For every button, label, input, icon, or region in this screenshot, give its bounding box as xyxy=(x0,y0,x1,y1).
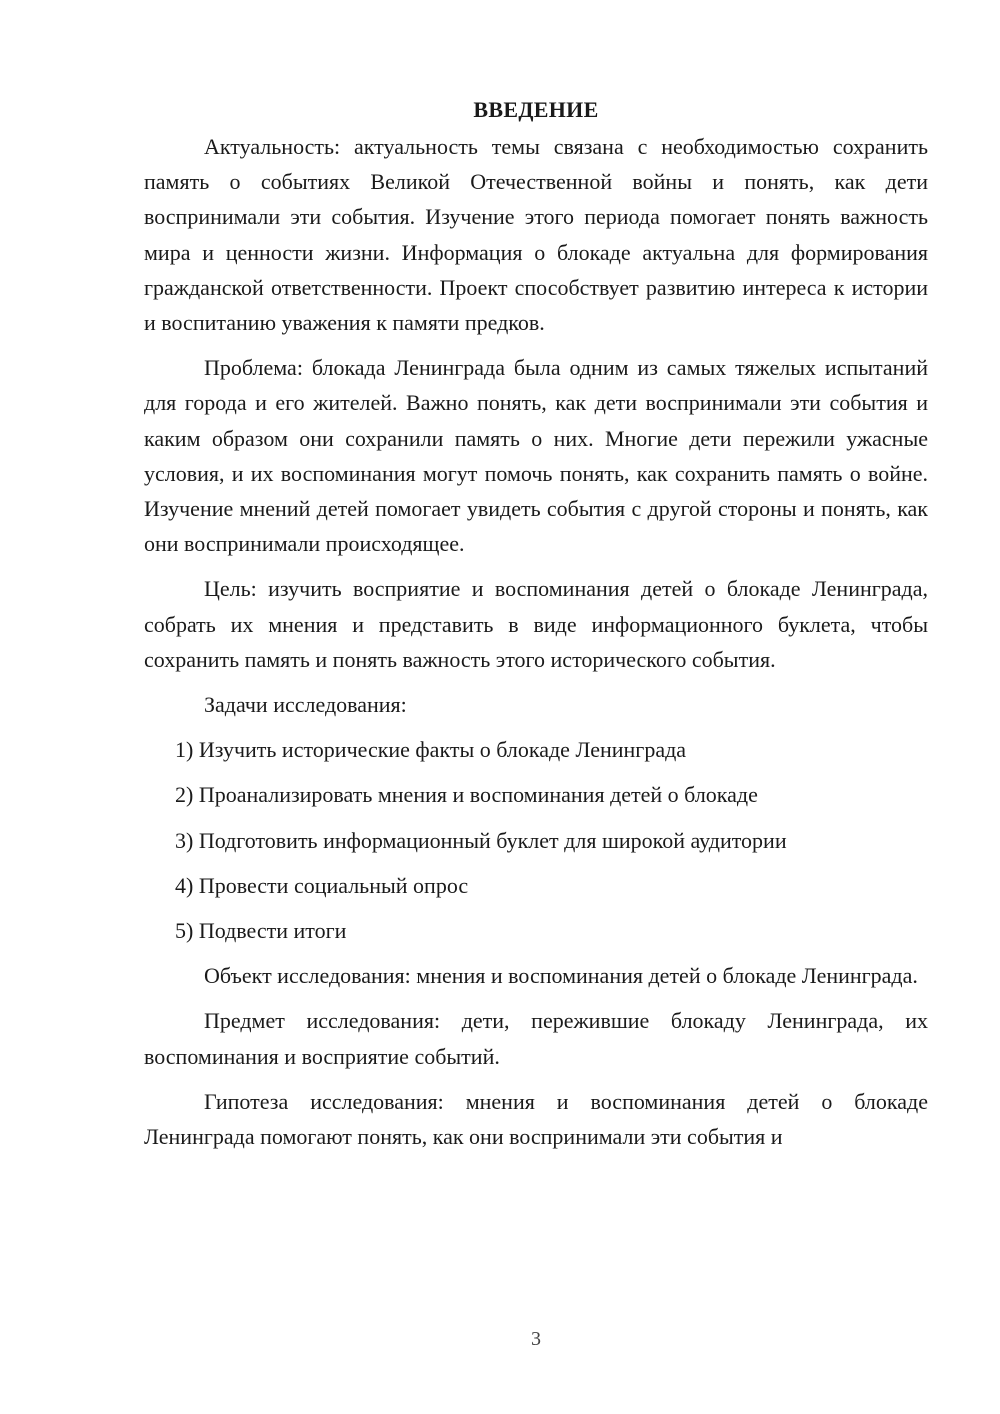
relevance-paragraph: Актуальность: актуальность темы связана с необходимостью сохранить память о событиях Великой Отечественной войны и понять, как дети воспринимали эти события. Изучение этого периода помогает понять важность мира и ценности жизни. Информация о блокаде актуальна для формирования гражданской ответственности. Проект способствует развитию интереса к истории и воспитанию уважения к памяти предков. xyxy=(144,134,928,336)
problem-paragraph: Проблема: блокада Ленинграда была одним из самых тяжелых испытаний для города и его жителей. Важно понять, как дети воспринимали эти события и каким образом они сохранили память о них. Многие дети пережили ужасные условия, и их воспоминания могут помочь понять, как сохранить память о войне. Изучение мнений детей помогает увидеть события с другой стороны и понять, как они воспринимали происходящее. xyxy=(144,355,928,557)
task-item: 3) Подготовить информационный буклет для широкой аудитории xyxy=(175,827,787,853)
task-item: 1) Изучить исторические факты о блокаде Ленинграда xyxy=(175,737,687,763)
subject-paragraph: Предмет исследования: дети, пережившие блокаду Ленинграда, их воспоминания и восприятие событий. xyxy=(144,1008,928,1069)
document-page xyxy=(144,92,928,1164)
tasks-heading: Задачи исследования: xyxy=(204,692,407,718)
task-item: 4) Провести социальный опрос xyxy=(175,872,469,898)
page-number: 3 xyxy=(531,1328,541,1350)
task-item: 5) Подвести итоги xyxy=(175,918,347,944)
object-paragraph: Объект исследования: мнения и воспоминания детей о блокаде Ленинграда. xyxy=(204,963,918,989)
hypothesis-paragraph: Гипотеза исследования: мнения и воспоминания детей о блокаде Ленинграда помогают понять, как они воспринимали эти события и xyxy=(144,1088,928,1150)
task-item: 2) Проанализировать мнения и воспоминания детей о блокаде xyxy=(175,782,758,808)
page-title: ВВЕДЕНИЕ xyxy=(473,97,599,122)
tasks-list xyxy=(144,732,928,948)
goal-paragraph: Цель: изучить восприятие и воспоминания детей о блокаде Ленинграда, собрать их мнения и представить в виде информационного буклета, чтобы сохранить память и понять важность этого исторического события. xyxy=(144,576,928,672)
